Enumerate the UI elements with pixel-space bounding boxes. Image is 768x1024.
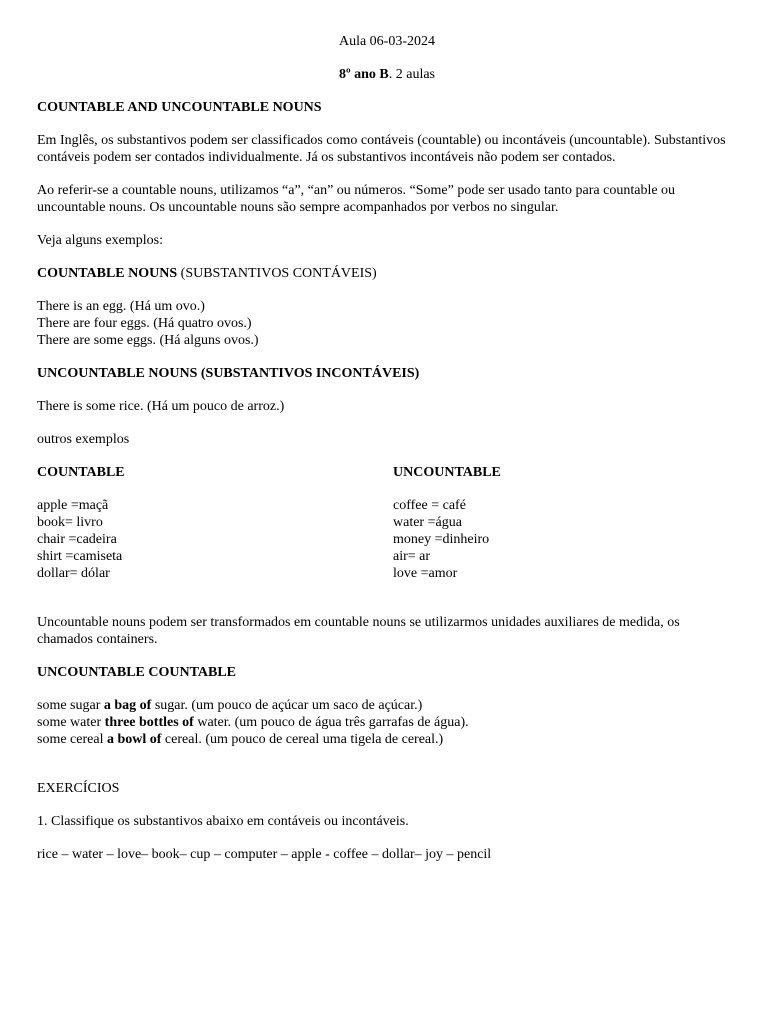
countable-item: apple =maçã: [37, 498, 109, 513]
examples-table: [37, 464, 737, 582]
uncountable-column: [393, 464, 737, 582]
countable-heading: COUNTABLE NOUNS (SUBSTANTIVOS CONTÁVEIS): [37, 266, 377, 281]
container-example: some water three bottles of water. (um pouco de água três garrafas de água).: [37, 715, 469, 730]
intro-paragraph-3: Veja alguns exemplos:: [37, 233, 163, 248]
intro-paragraph-1: Em Inglês, os substantivos podem ser classificados como contáveis (countable) ou incontáveis (uncountable). Substantivos contáveis podem ser contados individualmente. Já os substantivos incontáveis não podem ser contados.: [37, 133, 726, 165]
exercise-word-list: rice – water – love– book– cup – computer – apple - coffee – dollar– joy – pencil: [37, 847, 492, 862]
countable-example: There are four eggs. (Há quatro ovos.): [37, 316, 252, 331]
document-page: [37, 33, 737, 863]
countable-example: There is an egg. (Há um ovo.): [37, 299, 205, 314]
uncountable-heading: UNCOUNTABLE NOUNS (SUBSTANTIVOS INCONTÁVEIS): [37, 366, 420, 381]
countable-column: [37, 464, 393, 582]
other-examples-label: outros exemplos: [37, 432, 130, 447]
countable-item: book= livro: [37, 515, 103, 530]
class-sessions: . 2 aulas: [388, 67, 435, 82]
containers-paragraph: Uncountable nouns podem ser transformados em countable nouns se utilizarmos unidades auxiliares de medida, os chamados containers.: [37, 615, 680, 647]
class-line: [37, 66, 737, 83]
uncountable-column-header: UNCOUNTABLE: [393, 465, 501, 480]
countable-column-header: COUNTABLE: [37, 465, 125, 480]
uncountable-item: money =dinheiro: [393, 532, 490, 547]
date-line: Aula 06-03-2024: [338, 34, 436, 49]
countable-item: shirt =camiseta: [37, 549, 123, 564]
container-example: some sugar a bag of sugar. (um pouco de açúcar um saco de açúcar.): [37, 698, 423, 713]
countable-item: dollar= dólar: [37, 566, 110, 581]
exercise-question-1: 1. Classifique os substantivos abaixo em contáveis ou incontáveis.: [37, 814, 409, 829]
uncountable-item: love =amor: [393, 566, 458, 581]
containers-heading: UNCOUNTABLE COUNTABLE: [37, 665, 237, 680]
container-example: some cereal a bowl of cereal. (um pouco de cereal uma tigela de cereal.): [37, 732, 444, 747]
countable-example: There are some eggs. (Há alguns ovos.): [37, 333, 259, 348]
uncountable-example: There is some rice. (Há um pouco de arroz.): [37, 399, 285, 414]
uncountable-item: air= ar: [393, 549, 431, 564]
countable-item: chair =cadeira: [37, 532, 117, 547]
uncountable-item: water =água: [393, 515, 462, 530]
class-name: 8º ano B: [338, 67, 389, 82]
uncountable-item: coffee = café: [393, 498, 466, 513]
exercises-heading: EXERCÍCIOS: [37, 781, 120, 796]
page-title: COUNTABLE AND UNCOUNTABLE NOUNS: [37, 100, 322, 115]
intro-paragraph-2: Ao referir-se a countable nouns, utilizamos “a”, “an” ou números. “Some” pode ser usado tanto para countable ou uncountable nouns. Os uncountable nouns são sempre acompanhados por verbos no singular.: [37, 183, 676, 215]
